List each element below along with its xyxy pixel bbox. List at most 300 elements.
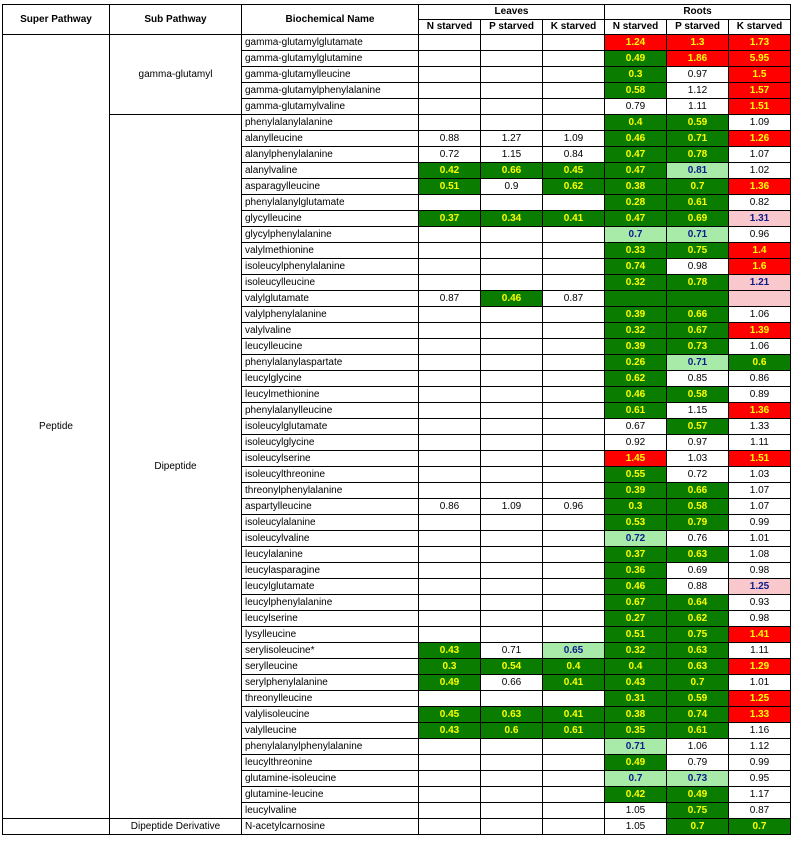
roots-k-starved-value: 0.98 — [729, 563, 791, 579]
leaves-p-starved-value — [481, 323, 543, 339]
roots-k-starved-value: 1.21 — [729, 275, 791, 291]
roots-k-starved-value: 0.93 — [729, 595, 791, 611]
roots-k-starved-value: 1.02 — [729, 163, 791, 179]
leaves-n-starved-value — [419, 67, 481, 83]
roots-n-starved-value: 0.46 — [605, 579, 667, 595]
leaves-k-starved-value: 0.4 — [543, 659, 605, 675]
roots-n-starved-value: 0.3 — [605, 67, 667, 83]
roots-k-starved-value: 5.95 — [729, 51, 791, 67]
metabolite-table — [2, 4, 791, 835]
roots-p-starved-value: 0.59 — [667, 691, 729, 707]
biochemical-name-cell: leucylleucine — [242, 339, 419, 355]
leaves-k-starved-value — [543, 371, 605, 387]
leaves-n-starved-value: 0.49 — [419, 675, 481, 691]
roots-p-starved-value: 0.81 — [667, 163, 729, 179]
roots-n-starved-value: 0.67 — [605, 595, 667, 611]
biochemical-name-cell: isoleucylleucine — [242, 275, 419, 291]
leaves-k-starved-value: 0.61 — [543, 723, 605, 739]
leaves-k-starved-value — [543, 739, 605, 755]
leaves-n-starved-value — [419, 275, 481, 291]
leaves-k-starved-value — [543, 323, 605, 339]
leaves-k-starved-value: 0.45 — [543, 163, 605, 179]
leaves-k-starved-value — [543, 787, 605, 803]
leaves-n-starved-value — [419, 787, 481, 803]
roots-n-starved-value: 0.39 — [605, 483, 667, 499]
leaves-k-starved-value — [543, 467, 605, 483]
roots-n-starved-value: 1.45 — [605, 451, 667, 467]
roots-k-starved-value: 0.87 — [729, 803, 791, 819]
super-pathway-cell-empty — [3, 819, 110, 835]
leaves-k-starved-value — [543, 771, 605, 787]
biochemical-name-cell: isoleucylvaline — [242, 531, 419, 547]
leaves-p-starved-value — [481, 739, 543, 755]
roots-k-starved-value: 1.11 — [729, 435, 791, 451]
biochemical-name-cell: leucylmethionine — [242, 387, 419, 403]
roots-p-starved-value: 1.15 — [667, 403, 729, 419]
roots-k-starved-value: 0.99 — [729, 515, 791, 531]
roots-n-starved-value: 0.4 — [605, 115, 667, 131]
leaves-n-starved-value: 0.43 — [419, 643, 481, 659]
roots-p-starved-value: 0.88 — [667, 579, 729, 595]
leaves-k-starved-value — [543, 339, 605, 355]
leaves-p-starved-value — [481, 195, 543, 211]
roots-p-starved-value: 1.86 — [667, 51, 729, 67]
leaves-k-starved-value — [543, 227, 605, 243]
leaves-n-starved-value — [419, 195, 481, 211]
roots-k-starved-value: 1.11 — [729, 643, 791, 659]
leaves-n-starved-value — [419, 355, 481, 371]
leaves-n-starved-value — [419, 755, 481, 771]
biochemical-name-cell: asparagylleucine — [242, 179, 419, 195]
roots-p-starved-value: 1.03 — [667, 451, 729, 467]
biochemical-name-cell: glutamine-isoleucine — [242, 771, 419, 787]
roots-p-starved-value: 0.75 — [667, 627, 729, 643]
leaves-k-starved-value — [543, 611, 605, 627]
roots-p-starved-value: 0.97 — [667, 435, 729, 451]
leaves-n-starved-value — [419, 371, 481, 387]
leaves-p-starved-value — [481, 275, 543, 291]
roots-n-starved-value: 0.7 — [605, 227, 667, 243]
roots-p-starved-value: 0.7 — [667, 179, 729, 195]
roots-k-starved-value: 1.07 — [729, 147, 791, 163]
roots-n-starved-value: 0.35 — [605, 723, 667, 739]
biochemical-name-cell: glutamine-leucine — [242, 787, 419, 803]
roots-p-starved-value: 0.64 — [667, 595, 729, 611]
roots-k-starved-value: 0.7 — [729, 819, 791, 835]
roots-p-starved-value: 0.85 — [667, 371, 729, 387]
leaves-n-starved-value: 0.86 — [419, 499, 481, 515]
biochemical-name-cell: threonylphenylalanine — [242, 483, 419, 499]
roots-k-starved-value: 0.95 — [729, 771, 791, 787]
leaves-k-starved-value — [543, 35, 605, 51]
roots-n-starved-value: 1.24 — [605, 35, 667, 51]
roots-p-starved-value: 0.67 — [667, 323, 729, 339]
roots-k-starved-value: 1.36 — [729, 403, 791, 419]
leaves-k-starved-value — [543, 531, 605, 547]
biochemical-name-cell: valylvaline — [242, 323, 419, 339]
biochemical-name-cell: isoleucylthreonine — [242, 467, 419, 483]
leaves-k-starved-value — [543, 403, 605, 419]
biochemical-name-cell: valylisoleucine — [242, 707, 419, 723]
roots-k-starved-value: 1.06 — [729, 307, 791, 323]
leaves-p-starved-value: 0.9 — [481, 179, 543, 195]
roots-k-starved-value: 1.5 — [729, 67, 791, 83]
biochemical-name-header: Biochemical Name — [242, 5, 419, 35]
roots-k-starved-value: 1.03 — [729, 467, 791, 483]
leaves-p-starved-value — [481, 243, 543, 259]
roots-n-starved-value: 0.46 — [605, 131, 667, 147]
leaves-p-starved-value — [481, 419, 543, 435]
roots-n-starved-value: 0.39 — [605, 339, 667, 355]
biochemical-name-cell: phenylalanylaspartate — [242, 355, 419, 371]
roots-p-starved-value: 0.69 — [667, 211, 729, 227]
roots-k-starved-header: K starved — [729, 20, 791, 35]
roots-n-starved-value: 0.49 — [605, 51, 667, 67]
biochemical-name-cell: glycylleucine — [242, 211, 419, 227]
roots-n-starved-value: 0.58 — [605, 83, 667, 99]
leaves-p-starved-value: 0.66 — [481, 163, 543, 179]
biochemical-name-cell: aspartylleucine — [242, 499, 419, 515]
leaves-p-starved-value: 1.27 — [481, 131, 543, 147]
leaves-k-starved-value: 0.87 — [543, 291, 605, 307]
leaves-p-starved-value — [481, 435, 543, 451]
leaves-n-starved-value: 0.37 — [419, 211, 481, 227]
sub-pathway-cell: Dipeptide — [110, 115, 242, 819]
roots-n-starved-value: 0.74 — [605, 259, 667, 275]
roots-n-starved-value: 1.05 — [605, 819, 667, 835]
leaves-n-starved-value: 0.88 — [419, 131, 481, 147]
leaves-k-starved-value — [543, 563, 605, 579]
leaves-k-starved-value — [543, 595, 605, 611]
leaves-n-starved-value — [419, 243, 481, 259]
leaves-n-starved-value — [419, 451, 481, 467]
biochemical-name-cell: isoleucylglycine — [242, 435, 419, 451]
leaves-k-starved-value — [543, 547, 605, 563]
roots-p-starved-value: 0.79 — [667, 755, 729, 771]
leaves-k-starved-value: 0.84 — [543, 147, 605, 163]
header-row-groups — [3, 5, 791, 20]
leaves-p-starved-value — [481, 403, 543, 419]
leaves-k-starved-value: 0.96 — [543, 499, 605, 515]
biochemical-name-cell: alanylvaline — [242, 163, 419, 179]
leaves-k-starved-value — [543, 259, 605, 275]
roots-p-starved-value: 1.3 — [667, 35, 729, 51]
roots-p-starved-value: 0.72 — [667, 467, 729, 483]
leaves-n-starved-value: 0.51 — [419, 179, 481, 195]
leaves-n-starved-value — [419, 739, 481, 755]
roots-n-starved-value: 0.39 — [605, 307, 667, 323]
leaves-k-starved-value — [543, 115, 605, 131]
leaves-n-starved-value — [419, 515, 481, 531]
leaves-n-starved-value — [419, 611, 481, 627]
roots-p-starved-value: 0.61 — [667, 195, 729, 211]
roots-k-starved-value: 1.07 — [729, 483, 791, 499]
roots-k-starved-value: 1.06 — [729, 339, 791, 355]
table-row — [3, 819, 791, 835]
roots-k-starved-value: 1.33 — [729, 707, 791, 723]
leaves-p-starved-value: 0.63 — [481, 707, 543, 723]
leaves-k-starved-value — [543, 275, 605, 291]
biochemical-name-cell: valylglutamate — [242, 291, 419, 307]
leaves-n-starved-value — [419, 803, 481, 819]
leaves-p-starved-value — [481, 531, 543, 547]
roots-p-starved-value: 0.76 — [667, 531, 729, 547]
roots-k-starved-value: 1.09 — [729, 115, 791, 131]
leaves-k-starved-value — [543, 515, 605, 531]
leaves-k-starved-value — [543, 435, 605, 451]
leaves-p-starved-value — [481, 227, 543, 243]
roots-p-starved-value: 0.79 — [667, 515, 729, 531]
roots-p-starved-value: 0.98 — [667, 259, 729, 275]
roots-n-starved-value: 0.71 — [605, 739, 667, 755]
roots-n-starved-value: 0.72 — [605, 531, 667, 547]
leaves-p-starved-value — [481, 35, 543, 51]
leaves-p-starved-value — [481, 563, 543, 579]
leaves-n-starved-value — [419, 467, 481, 483]
roots-k-starved-value: 1.17 — [729, 787, 791, 803]
leaves-k-starved-value: 0.41 — [543, 707, 605, 723]
leaves-n-starved-value — [419, 227, 481, 243]
roots-k-starved-value: 1.25 — [729, 579, 791, 595]
roots-k-starved-value: 1.26 — [729, 131, 791, 147]
roots-k-starved-value: 1.01 — [729, 531, 791, 547]
roots-n-starved-header: N starved — [605, 20, 667, 35]
leaves-k-starved-value — [543, 387, 605, 403]
biochemical-name-cell: isoleucylalanine — [242, 515, 419, 531]
leaves-k-starved-value — [543, 195, 605, 211]
leaves-k-starved-value: 0.41 — [543, 675, 605, 691]
leaves-n-starved-value — [419, 819, 481, 835]
sub-pathway-header: Sub Pathway — [110, 5, 242, 35]
leaves-n-starved-value — [419, 99, 481, 115]
biochemical-name-cell: leucylvaline — [242, 803, 419, 819]
super-pathway-cell: Peptide — [3, 35, 110, 819]
sub-pathway-cell: Dipeptide Derivative — [110, 819, 242, 835]
leaves-n-starved-value — [419, 547, 481, 563]
leaves-n-starved-value — [419, 307, 481, 323]
leaves-p-starved-value — [481, 771, 543, 787]
roots-n-starved-value: 0.42 — [605, 787, 667, 803]
leaves-n-starved-header: N starved — [419, 20, 481, 35]
roots-n-starved-value: 0.55 — [605, 467, 667, 483]
leaves-k-starved-value: 0.65 — [543, 643, 605, 659]
roots-k-starved-value: 1.31 — [729, 211, 791, 227]
biochemical-name-cell: alanylleucine — [242, 131, 419, 147]
biochemical-name-cell: leucylglycine — [242, 371, 419, 387]
leaves-k-starved-value — [543, 691, 605, 707]
leaves-p-starved-value: 0.6 — [481, 723, 543, 739]
leaves-k-starved-value — [543, 99, 605, 115]
leaves-k-starved-value — [543, 483, 605, 499]
roots-k-starved-value: 1.12 — [729, 739, 791, 755]
leaves-n-starved-value: 0.42 — [419, 163, 481, 179]
leaves-k-starved-value — [543, 307, 605, 323]
roots-k-starved-value: 1.51 — [729, 99, 791, 115]
leaves-p-starved-value — [481, 611, 543, 627]
leaves-k-starved-value: 1.09 — [543, 131, 605, 147]
roots-n-starved-value: 0.38 — [605, 707, 667, 723]
leaves-p-starved-value: 0.66 — [481, 675, 543, 691]
biochemical-name-cell: leucylserine — [242, 611, 419, 627]
roots-n-starved-value: 0.47 — [605, 163, 667, 179]
leaves-n-starved-value — [419, 339, 481, 355]
leaves-n-starved-value — [419, 483, 481, 499]
roots-n-starved-value: 0.36 — [605, 563, 667, 579]
roots-k-starved-value: 1.41 — [729, 627, 791, 643]
leaves-k-starved-value — [543, 51, 605, 67]
roots-p-starved-value: 1.06 — [667, 739, 729, 755]
leaves-p-starved-value — [481, 259, 543, 275]
biochemical-name-cell: alanylphenylalanine — [242, 147, 419, 163]
roots-p-starved-value: 0.71 — [667, 355, 729, 371]
leaves-p-starved-value — [481, 595, 543, 611]
roots-k-starved-value: 1.73 — [729, 35, 791, 51]
biochemical-name-cell: isoleucylserine — [242, 451, 419, 467]
biochemical-name-cell: valylmethionine — [242, 243, 419, 259]
biochemical-name-cell: serylleucine — [242, 659, 419, 675]
leaves-n-starved-value: 0.3 — [419, 659, 481, 675]
leaves-k-starved-value — [543, 803, 605, 819]
leaves-n-starved-value: 0.45 — [419, 707, 481, 723]
roots-n-starved-value: 0.43 — [605, 675, 667, 691]
leaves-p-starved-value: 0.71 — [481, 643, 543, 659]
super-pathway-header: Super Pathway — [3, 5, 110, 35]
roots-k-starved-value: 1.33 — [729, 419, 791, 435]
leaves-k-starved-value — [543, 627, 605, 643]
roots-n-starved-value: 0.32 — [605, 323, 667, 339]
leaves-p-starved-value: 0.46 — [481, 291, 543, 307]
roots-k-starved-value: 0.99 — [729, 755, 791, 771]
roots-p-starved-value: 0.61 — [667, 723, 729, 739]
roots-p-starved-value: 0.63 — [667, 643, 729, 659]
leaves-k-starved-value — [543, 451, 605, 467]
leaves-p-starved-value — [481, 355, 543, 371]
leaves-p-starved-value — [481, 755, 543, 771]
leaves-n-starved-value — [419, 35, 481, 51]
roots-p-starved-value: 0.71 — [667, 131, 729, 147]
sub-pathway-cell: gamma-glutamyl — [110, 35, 242, 115]
roots-n-starved-value: 0.7 — [605, 771, 667, 787]
roots-p-starved-value: 0.73 — [667, 771, 729, 787]
leaves-k-starved-value — [543, 755, 605, 771]
roots-p-starved-value: 0.57 — [667, 419, 729, 435]
roots-n-starved-value: 0.26 — [605, 355, 667, 371]
leaves-k-starved-value: 0.62 — [543, 179, 605, 195]
roots-p-starved-value: 1.11 — [667, 99, 729, 115]
roots-p-starved-value: 0.71 — [667, 227, 729, 243]
roots-p-starved-value: 0.75 — [667, 243, 729, 259]
biochemical-name-cell: isoleucylglutamate — [242, 419, 419, 435]
roots-p-starved-value: 0.97 — [667, 67, 729, 83]
table-row — [3, 115, 791, 131]
roots-k-starved-value: 1.51 — [729, 451, 791, 467]
leaves-n-starved-value: 0.43 — [419, 723, 481, 739]
roots-n-starved-value: 0.37 — [605, 547, 667, 563]
biochemical-name-cell: gamma-glutamylglutamate — [242, 35, 419, 51]
roots-n-starved-value: 0.32 — [605, 643, 667, 659]
roots-n-starved-value: 0.49 — [605, 755, 667, 771]
roots-n-starved-value: 0.67 — [605, 419, 667, 435]
biochemical-name-cell: lysylleucine — [242, 627, 419, 643]
leaves-p-starved-header: P starved — [481, 20, 543, 35]
roots-k-starved-value: 1.4 — [729, 243, 791, 259]
leaves-k-starved-value — [543, 819, 605, 835]
roots-p-starved-value — [667, 291, 729, 307]
leaves-p-starved-value — [481, 547, 543, 563]
roots-p-starved-value: 0.49 — [667, 787, 729, 803]
roots-n-starved-value: 0.3 — [605, 499, 667, 515]
leaves-n-starved-value — [419, 579, 481, 595]
roots-k-starved-value: 0.89 — [729, 387, 791, 403]
biochemical-name-cell: valylleucine — [242, 723, 419, 739]
leaves-n-starved-value — [419, 419, 481, 435]
biochemical-name-cell: phenylalanylleucine — [242, 403, 419, 419]
leaves-p-starved-value — [481, 83, 543, 99]
roots-n-starved-value: 0.27 — [605, 611, 667, 627]
roots-n-starved-value: 0.38 — [605, 179, 667, 195]
roots-p-starved-value: 0.78 — [667, 275, 729, 291]
roots-p-starved-value: 0.66 — [667, 307, 729, 323]
leaves-k-starved-header: K starved — [543, 20, 605, 35]
roots-p-starved-value: 0.62 — [667, 611, 729, 627]
leaves-n-starved-value — [419, 115, 481, 131]
roots-k-starved-value: 1.01 — [729, 675, 791, 691]
biochemical-name-cell: serylisoleucine* — [242, 643, 419, 659]
roots-p-starved-value: 0.7 — [667, 675, 729, 691]
roots-k-starved-value: 0.82 — [729, 195, 791, 211]
leaves-n-starved-value: 0.72 — [419, 147, 481, 163]
roots-n-starved-value: 0.46 — [605, 387, 667, 403]
leaves-p-starved-value — [481, 691, 543, 707]
leaves-p-starved-value — [481, 387, 543, 403]
leaves-p-starved-value — [481, 371, 543, 387]
leaves-n-starved-value — [419, 323, 481, 339]
roots-n-starved-value: 1.05 — [605, 803, 667, 819]
leaves-n-starved-value — [419, 531, 481, 547]
roots-n-starved-value: 0.51 — [605, 627, 667, 643]
roots-n-starved-value: 0.4 — [605, 659, 667, 675]
roots-p-starved-value: 0.75 — [667, 803, 729, 819]
biochemical-name-cell: phenylalanylalanine — [242, 115, 419, 131]
biochemical-name-cell: leucylasparagine — [242, 563, 419, 579]
roots-n-starved-value: 0.79 — [605, 99, 667, 115]
leaves-p-starved-value — [481, 579, 543, 595]
roots-k-starved-value: 1.29 — [729, 659, 791, 675]
leaves-n-starved-value — [419, 627, 481, 643]
leaves-p-starved-value — [481, 627, 543, 643]
roots-k-starved-value: 1.16 — [729, 723, 791, 739]
biochemical-name-cell: leucylphenylalanine — [242, 595, 419, 611]
leaves-n-starved-value — [419, 595, 481, 611]
roots-p-starved-value: 0.74 — [667, 707, 729, 723]
leaves-p-starved-value — [481, 467, 543, 483]
leaves-p-starved-value — [481, 803, 543, 819]
leaves-n-starved-value — [419, 435, 481, 451]
roots-p-starved-header: P starved — [667, 20, 729, 35]
leaves-p-starved-value — [481, 99, 543, 115]
roots-n-starved-value: 0.47 — [605, 211, 667, 227]
roots-p-starved-value: 0.73 — [667, 339, 729, 355]
biochemical-name-cell: leucylalanine — [242, 547, 419, 563]
roots-p-starved-value: 0.63 — [667, 659, 729, 675]
biochemical-name-cell: isoleucylphenylalanine — [242, 259, 419, 275]
roots-p-starved-value: 1.12 — [667, 83, 729, 99]
leaves-p-starved-value: 0.34 — [481, 211, 543, 227]
roots-p-starved-value: 0.69 — [667, 563, 729, 579]
roots-p-starved-value: 0.78 — [667, 147, 729, 163]
biochemical-name-cell: gamma-glutamylphenylalanine — [242, 83, 419, 99]
roots-n-starved-value: 0.33 — [605, 243, 667, 259]
